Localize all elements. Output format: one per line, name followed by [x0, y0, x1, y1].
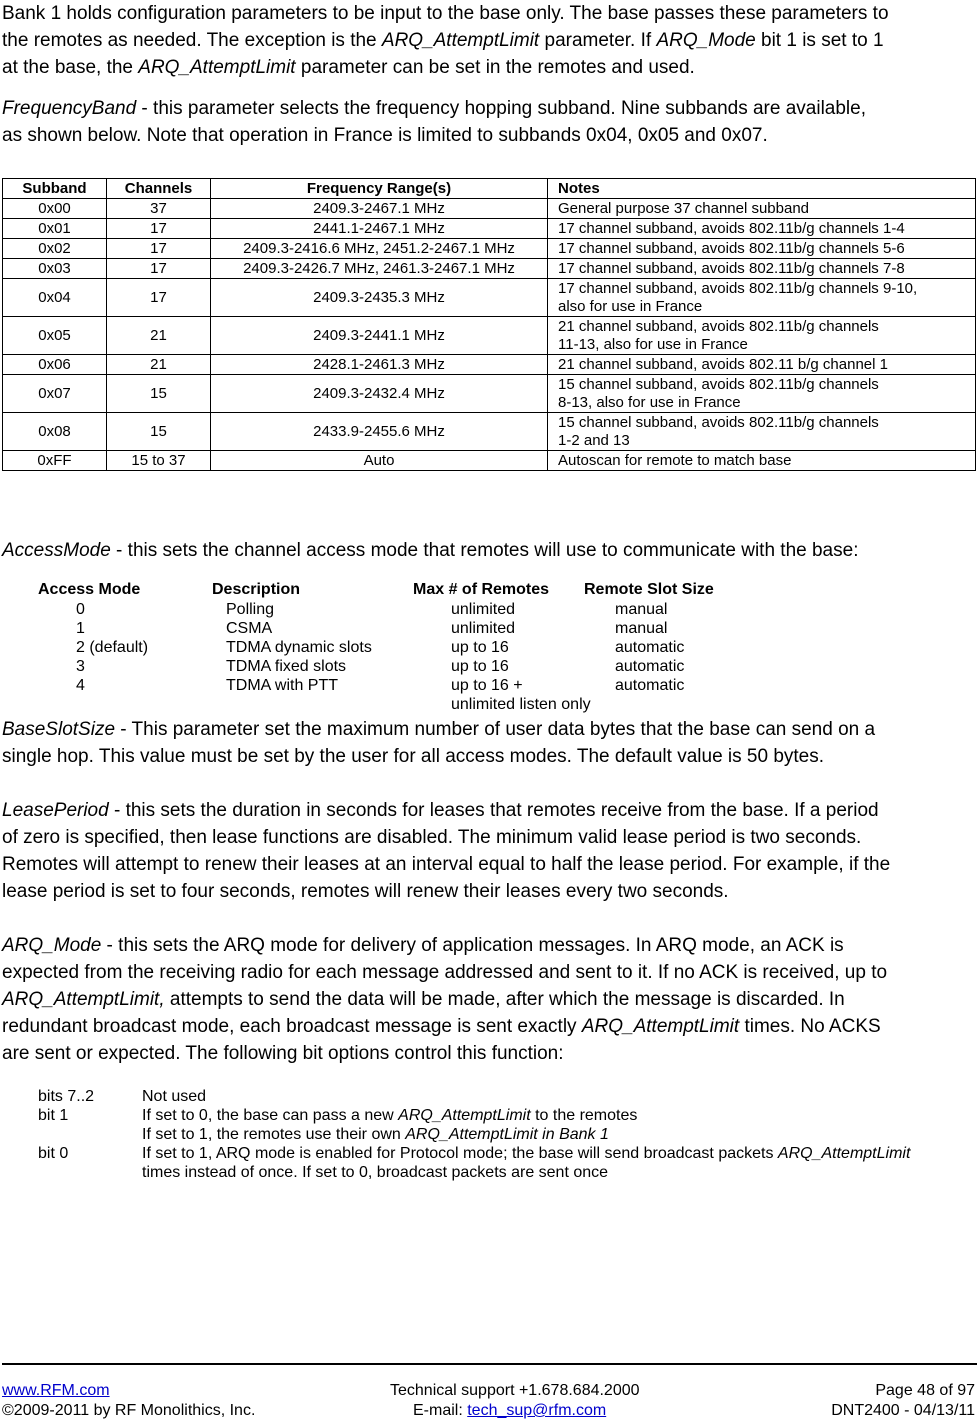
baseslotsize-term: BaseSlotSize — [2, 719, 116, 740]
cell-notes: Autoscan for remote to match base — [548, 451, 976, 471]
cell-channels: 17 — [107, 239, 211, 259]
cell-range: 2433.9-2455.6 MHz — [211, 413, 548, 451]
bit-description: If set to 0, the base can pass a new ARQ_AttemptLimit to the remotes — [142, 1107, 638, 1124]
subband-table — [2, 178, 976, 471]
table-row — [3, 219, 976, 239]
arq-attemptlimit-term: ARQ_AttemptLimit, — [2, 989, 165, 1010]
leaseperiod-paragraph: LeasePeriod - this sets the duration in seconds for leases that remotes receive from the base. If a period of zero is specified, then lease functions are disabled. The minimum valid lease period is two seconds. Remotes will attempt to renew their leases at an interval equal to half the lease period. For example, if the lease period is set to four seconds, remotes will renew their leases every two seconds. — [2, 800, 891, 902]
page-number: Page 48 of 97 — [875, 1382, 975, 1399]
cell-subband: 0x07 — [3, 375, 107, 413]
table-row — [3, 375, 976, 413]
cell-subband: 0x00 — [3, 199, 107, 219]
cell-channels: 17 — [107, 279, 211, 317]
cell-channels: 37 — [107, 199, 211, 219]
header-channels: Channels — [107, 179, 211, 199]
accessmode-paragraph: AccessMode - this sets the channel access mode that remotes will use to communicate with the base: — [2, 540, 859, 561]
cell-range: 2409.3-2432.4 MHz — [211, 375, 548, 413]
bit-description: If set to 1, ARQ mode is enabled for Protocol mode; the base will send broadcast packets ARQ_AttemptLimit — [142, 1145, 911, 1162]
access-mode-max-remotes: unlimited — [451, 620, 516, 637]
cell-channels: 15 to 37 — [107, 451, 211, 471]
access-mode-description: Polling — [226, 601, 275, 618]
cell-range: 2409.3-2435.3 MHz — [211, 279, 548, 317]
email-line: E-mail: tech_sup@rfm.com — [413, 1402, 607, 1419]
cell-notes: 17 channel subband, avoids 802.11b/g channels 5-6 — [548, 239, 976, 259]
footer-divider — [2, 1363, 977, 1365]
access-mode-header: Access Mode — [38, 581, 141, 598]
cell-channels: 17 — [107, 259, 211, 279]
cell-range: 2409.3-2426.7 MHz, 2461.3-2467.1 MHz — [211, 259, 548, 279]
cell-notes: 17 channel subband, avoids 802.11b/g channels 1-4 — [548, 219, 976, 239]
arq-attemptlimit-term: ARQ_AttemptLimit — [381, 30, 540, 51]
cell-range: 2428.1-2461.3 MHz — [211, 355, 548, 375]
cell-channels: 15 — [107, 413, 211, 451]
max-remotes-header: Max # of Remotes — [413, 581, 550, 598]
cell-subband: 0xFF — [3, 451, 107, 471]
access-mode-slot-size: automatic — [615, 639, 685, 656]
cell-channels: 15 — [107, 375, 211, 413]
access-mode-description: TDMA fixed slots — [226, 658, 347, 675]
access-mode-max-remotes-extra: unlimited listen only — [451, 696, 591, 713]
cell-channels: 21 — [107, 355, 211, 375]
cell-subband: 0x02 — [3, 239, 107, 259]
header-notes: Notes — [548, 179, 976, 199]
cell-subband: 0x04 — [3, 279, 107, 317]
cell-channels: 21 — [107, 317, 211, 355]
access-mode-max-remotes: up to 16 — [451, 639, 509, 656]
access-mode-slot-size: manual — [615, 601, 668, 618]
cell-notes: 15 channel subband, avoids 802.11b/g channels 8-13, also for use in France — [548, 375, 976, 413]
access-mode-slot-size: automatic — [615, 658, 685, 675]
cell-notes: 15 channel subband, avoids 802.11b/g channels 1-2 and 13 — [548, 413, 976, 451]
table-header-row — [3, 179, 976, 199]
support-email-link[interactable]: tech_sup@rfm.com — [467, 1402, 607, 1419]
cell-notes: 17 channel subband, avoids 802.11b/g channels 7-8 — [548, 259, 976, 279]
intro-line-1: Bank 1 holds configuration parameters to be input to the base only. The base passes these parameters to — [2, 3, 889, 24]
remote-slot-size-header: Remote Slot Size — [584, 581, 714, 598]
arq-attemptlimit-term: ARQ_AttemptLimit — [138, 57, 296, 78]
description-header: Description — [212, 581, 301, 598]
frequencyband-paragraph: FrequencyBand - this parameter selects the frequency hopping subband. Nine subbands are available, as shown below. Note that operation in France is limited to subbands 0x04, 0x05 and 0x07. — [2, 98, 866, 146]
header-frequency-range: Frequency Range(s) — [211, 179, 548, 199]
cell-range: 2409.3-2416.6 MHz, 2451.2-2467.1 MHz — [211, 239, 548, 259]
cell-subband: 0x06 — [3, 355, 107, 375]
copyright-text: ©2009-2011 by RF Monolithics, Inc. — [2, 1402, 256, 1419]
technical-support-text: Technical support +1.678.684.2000 — [390, 1382, 640, 1399]
table-row — [3, 239, 976, 259]
bit-description: times instead of once. If set to 0, broadcast packets are sent once — [142, 1164, 609, 1181]
cell-subband: 0x01 — [3, 219, 107, 239]
arqmode-paragraph: ARQ_Mode - this sets the ARQ mode for delivery of application messages. In ARQ mode, an ACK is expected from the receiving radio for each message addressed and sent to it. If no ACK is received, up to ARQ_AttemptLimit, attempts to send the data will be made, after which the message is discarded. In redundant broadcast mode, each broadcast message is sent exactly ARQ_AttemptLimit times. No ACKS are sent or expected. The following bit options control this function: — [2, 935, 888, 1064]
access-mode-slot-size: automatic — [615, 677, 685, 694]
bit-label: bit 1 — [38, 1107, 69, 1124]
intro-line-2: the remotes as needed. The exception is the ARQ_AttemptLimit parameter. If ARQ_Mode bit 1 is set to 1 — [2, 30, 884, 51]
intro-paragraph — [2, 0, 977, 81]
access-mode-max-remotes: up to 16 — [451, 658, 509, 675]
table-row — [3, 413, 976, 451]
access-mode-value: 1 — [76, 620, 85, 637]
arq-mode-term: ARQ_Mode — [2, 935, 102, 956]
cell-channels: 17 — [107, 219, 211, 239]
bit-label: bits 7..2 — [38, 1088, 95, 1105]
cell-range: 2441.1-2467.1 MHz — [211, 219, 548, 239]
bit-description: If set to 1, the remotes use their own ARQ_AttemptLimit in Bank 1 — [142, 1126, 609, 1143]
baseslotsize-paragraph: BaseSlotSize - This parameter set the maximum number of user data bytes that the base can send on a single hop. This value must be set by the user for all access modes. The default value is 50 bytes. — [2, 719, 876, 767]
arq-attemptlimit-term: ARQ_AttemptLimit — [581, 1016, 740, 1037]
table-row — [3, 451, 976, 471]
access-mode-description: CSMA — [226, 620, 273, 637]
cell-notes: 21 channel subband, avoids 802.11b/g channels 11-13, also for use in France — [548, 317, 976, 355]
header-subband: Subband — [3, 179, 107, 199]
access-mode-description: TDMA dynamic slots — [226, 639, 372, 656]
access-mode-value: 0 — [76, 601, 85, 618]
table-row — [3, 279, 976, 317]
access-mode-value: 2 (default) — [76, 639, 149, 656]
bit-label: bit 0 — [38, 1145, 69, 1162]
intro-line-3: at the base, the ARQ_AttemptLimit parameter can be set in the remotes and used. — [2, 57, 695, 78]
table-row — [3, 317, 976, 355]
cell-range: 2409.3-2467.1 MHz — [211, 199, 548, 219]
cell-range: Auto — [211, 451, 548, 471]
cell-notes: General purpose 37 channel subband — [548, 199, 976, 219]
cell-notes: 17 channel subband, avoids 802.11b/g channels 9-10, also for use in France — [548, 279, 976, 317]
table-row — [3, 355, 976, 375]
bit-description: Not used — [142, 1088, 207, 1105]
access-mode-value: 4 — [76, 677, 85, 694]
arq-mode-term: ARQ_Mode — [656, 30, 756, 51]
rfm-website-link[interactable]: www.RFM.com — [2, 1382, 110, 1399]
access-mode-max-remotes: unlimited — [451, 601, 516, 618]
access-mode-max-remotes: up to 16 + — [451, 677, 523, 694]
access-mode-value: 3 — [76, 658, 85, 675]
cell-subband: 0x03 — [3, 259, 107, 279]
access-mode-description: TDMA with PTT — [226, 677, 339, 694]
leaseperiod-term: LeasePeriod — [2, 800, 109, 821]
access-mode-slot-size: manual — [615, 620, 668, 637]
document-id: DNT2400 - 04/13/11 — [831, 1402, 975, 1419]
cell-subband: 0x08 — [3, 413, 107, 451]
cell-range: 2409.3-2441.1 MHz — [211, 317, 548, 355]
cell-subband: 0x05 — [3, 317, 107, 355]
table-row — [3, 259, 976, 279]
cell-notes: 21 channel subband, avoids 802.11 b/g channel 1 — [548, 355, 976, 375]
accessmode-term: AccessMode — [2, 540, 111, 561]
table-row — [3, 199, 976, 219]
frequencyband-term: FrequencyBand — [2, 98, 137, 119]
